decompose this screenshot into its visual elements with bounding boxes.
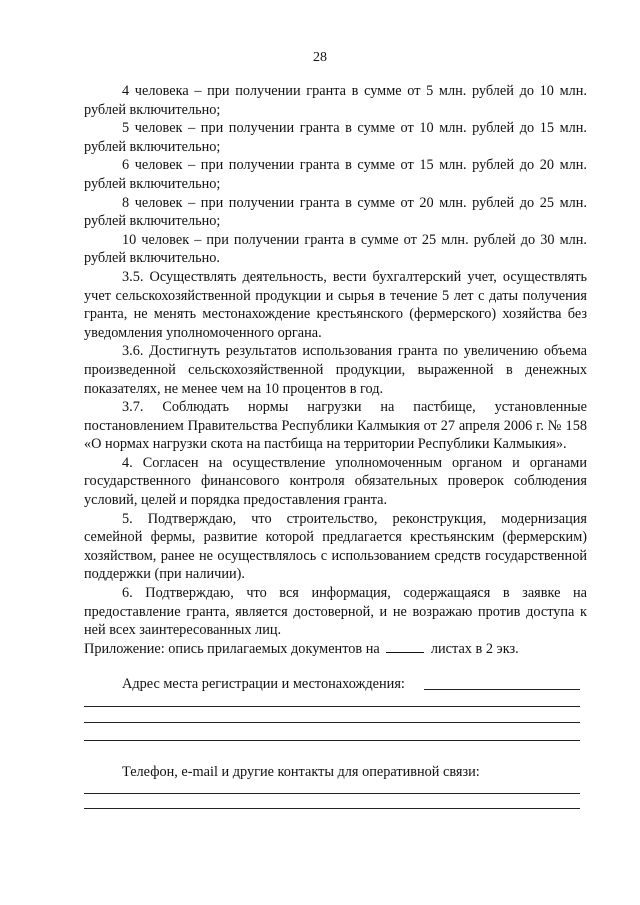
attachment-text-after: листах в 2 экз.: [430, 641, 519, 657]
paragraph-staff-8: 8 человек – при получении гранта в сумме от 20 млн. рублей до 25 млн. рублей включительно;: [84, 194, 587, 230]
contact-blank-line-1[interactable]: [84, 793, 580, 794]
attachment-text-before: Приложение: опись прилагаемых документов на: [84, 641, 380, 657]
paragraph-staff-4: 4 человека – при получении гранта в сумме от 5 млн. рублей до 10 млн. рублей включительно;: [84, 83, 587, 118]
paragraph-staff-5: 5 человек – при получении гранта в сумме от 10 млн. рублей до 15 млн. рублей включительно;: [84, 120, 587, 155]
paragraph-5: 5. Подтверждаю, что строительство, реконструкция, модернизация семейной фермы, развитие которой предлагается крестьянским (фермерским) хозяйством, ранее не осуществлялось с использованием средств государственной поддержки (при наличии).: [84, 510, 587, 583]
paragraph-6: 6. Подтверждаю, что вся информация, содержащаяся в заявке на предоставление гранта, является достоверной, и не возражаю против доступа к ней всех заинтересованных лиц.: [84, 585, 587, 639]
address-blank-line-3[interactable]: [84, 722, 580, 723]
address-label: Адрес места регистрации и местонахождения:: [122, 676, 405, 692]
paragraph-3-5: 3.5. Осуществлять деятельность, вести бухгалтерский учет, осуществлять учет сельскохозяйственной продукции и сырья в течение 5 лет с даты получения гранта, не менять местонахождение крестьянского (фермерского) хозяйства без уведомления уполномоченного органа.: [84, 268, 587, 341]
paragraph-3-6: 3.6. Достигнуть результатов использования гранта по увеличению объема произведенной сельскохозяйственной продукции, выраженной в денежных показателях, не менее чем на 10 процентов в год.: [84, 343, 587, 397]
contact-blank-line-2[interactable]: [84, 808, 580, 809]
address-blank-line-4[interactable]: [84, 740, 580, 741]
page-number: 28: [313, 50, 327, 65]
paragraph-3-7: 3.7. Соблюдать нормы нагрузки на пастбище, установленные постановлением Правительства Республики Калмыкия от 27 апреля 2006 г. № 158 «О нормах нагрузки скота на пастбища на территории Республики Калмыкия».: [84, 399, 587, 453]
attachment-line: [84, 640, 587, 659]
document-body: [84, 82, 587, 640]
address-blank-line-2[interactable]: [84, 706, 580, 707]
paragraph-staff-6: 6 человек – при получении гранта в сумме от 15 млн. рублей до 20 млн. рублей включительно;: [84, 157, 587, 192]
address-blank-line-1[interactable]: [424, 689, 580, 690]
paragraph-staff-10: 10 человек – при получении гранта в сумме от 25 млн. рублей до 30 млн. рублей включительно.: [84, 231, 587, 267]
sheet-count-blank[interactable]: [386, 640, 424, 653]
paragraph-4: 4. Согласен на осуществление уполномоченным органом и органами государственного финансового контроля обязательных проверок соблюдения условий, целей и порядка предоставления гранта.: [84, 454, 587, 509]
contact-label: Телефон, e-mail и другие контакты для оперативной связи:: [122, 764, 480, 780]
